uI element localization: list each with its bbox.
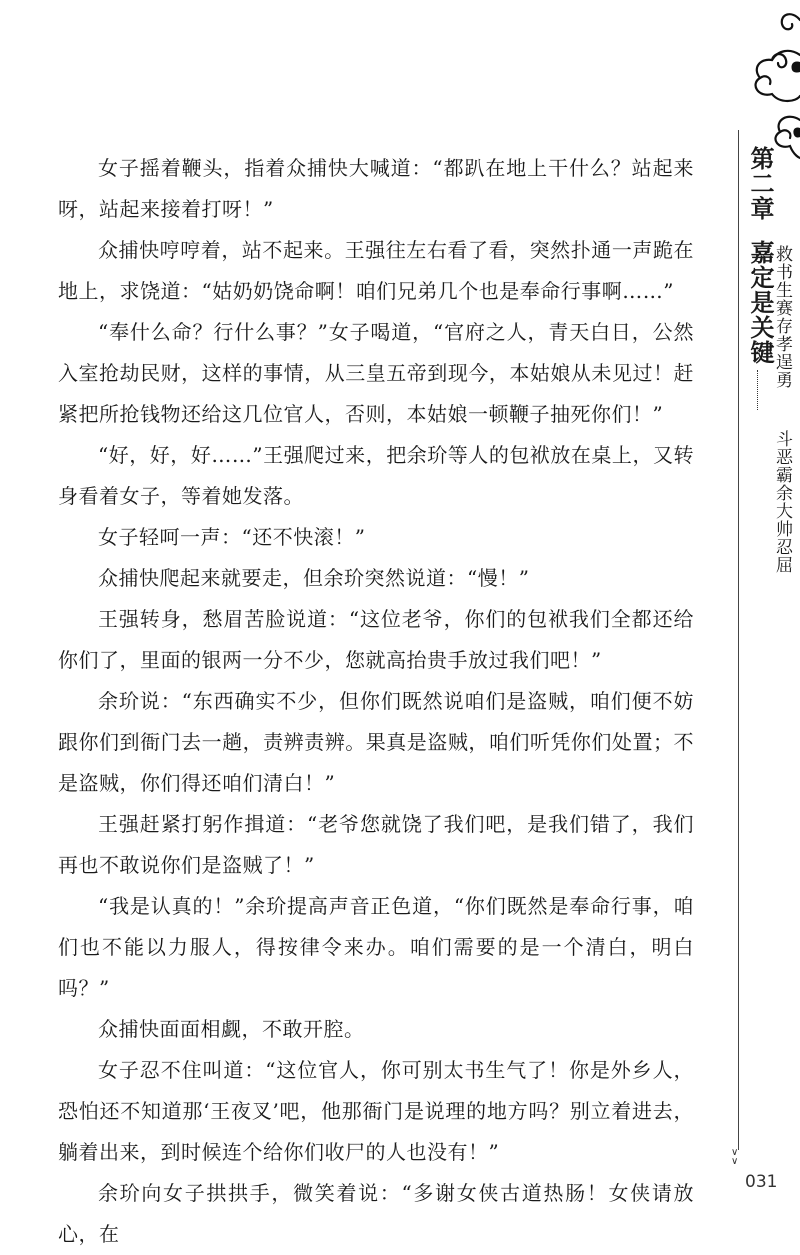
paragraph: 众捕快面面相觑，不敢开腔。 xyxy=(98,1017,365,1041)
paragraph: 女子轻呵一声：“还不快滚！” xyxy=(98,525,366,549)
paragraph: 女子摇着鞭头，指着众捕快大喊道：“都趴在地上干什么？站起来呀，站起来接着打呀！” xyxy=(58,156,694,221)
chevron-down-icon: ∨ xyxy=(731,1156,739,1167)
paragraph: 余玠向女子拱拱手，微笑着说：“多谢女侠古道热肠！女侠请放心，在 xyxy=(58,1181,694,1246)
paragraph: 女子忍不住叫道：“这位官人，你可别太书生气了！你是外乡人，恐怕还不知道那‘王夜叉’吧，他那衙门是说理的地方吗？别立着进去，躺着出来，到时候连个给你们收尸的人也没有！” xyxy=(58,1058,694,1164)
chevron-down-icon: ∨ xyxy=(731,1147,739,1158)
chapter-label: 第二章 xyxy=(746,146,775,221)
paragraph: 王强转身，愁眉苦脸说道：“这位老爷，你们的包袱我们全都还给你们了，里面的银两一分不少，您就高抬贵手放过我们吧！” xyxy=(58,607,694,672)
paragraph: 众捕快爬起来就要走，但余玠突然说道：“慢！” xyxy=(98,566,530,590)
dotted-leader xyxy=(757,370,759,410)
paragraph: “奉什么命？行什么事？”女子喝道，“官府之人，青天白日，公然入室抢劫民财，这样的事情，从三皇五帝到现今，本姑娘从未见过！赶紧把所抢钱物还给这几位官人，否则，本姑娘一顿鞭子抽死你们！” xyxy=(58,320,694,426)
paragraph: “我是认真的！”余玠提高声音正色道，“你们既然是奉命行事，咱们也不能以力服人，得按律令来办。咱们需要的是一个清白，明白吗？” xyxy=(58,894,694,1000)
paragraph: “好，好，好……”王强爬过来，把余玠等人的包袱放在桌上，又转身看着女子，等着她发落。 xyxy=(58,443,694,508)
chapter-subtitle-1: 救书生赛存孝逞勇 xyxy=(772,245,792,389)
paragraph: 余玠说：“东西确实不少，但你们既然说咱们是盗贼，咱们便不妨跟你们到衙门去一趟，责辨责辨。果真是盗贼，咱们听凭你们处置；不是盗贼，你们得还咱们清白！” xyxy=(58,689,694,795)
margin-divider xyxy=(738,130,739,1150)
page-number: 031 xyxy=(745,1172,778,1192)
paragraph: 众捕快哼哼着，站不起来。王强往左右看了看，突然扑通一声跪在地上，求饶道：“姑奶奶饶命啊！咱们兄弟几个也是奉命行事啊……” xyxy=(58,238,694,303)
body-text xyxy=(58,148,694,1255)
paragraph: 王强赶紧打躬作揖道：“老爷您就饶了我们吧，是我们错了，我们再也不敢说你们是盗贼了！” xyxy=(58,812,694,877)
chapter-subtitle-2: 斗恶霸余大帅忍屈 xyxy=(772,430,792,574)
chapter-title: 嘉定是关键 xyxy=(746,240,775,365)
